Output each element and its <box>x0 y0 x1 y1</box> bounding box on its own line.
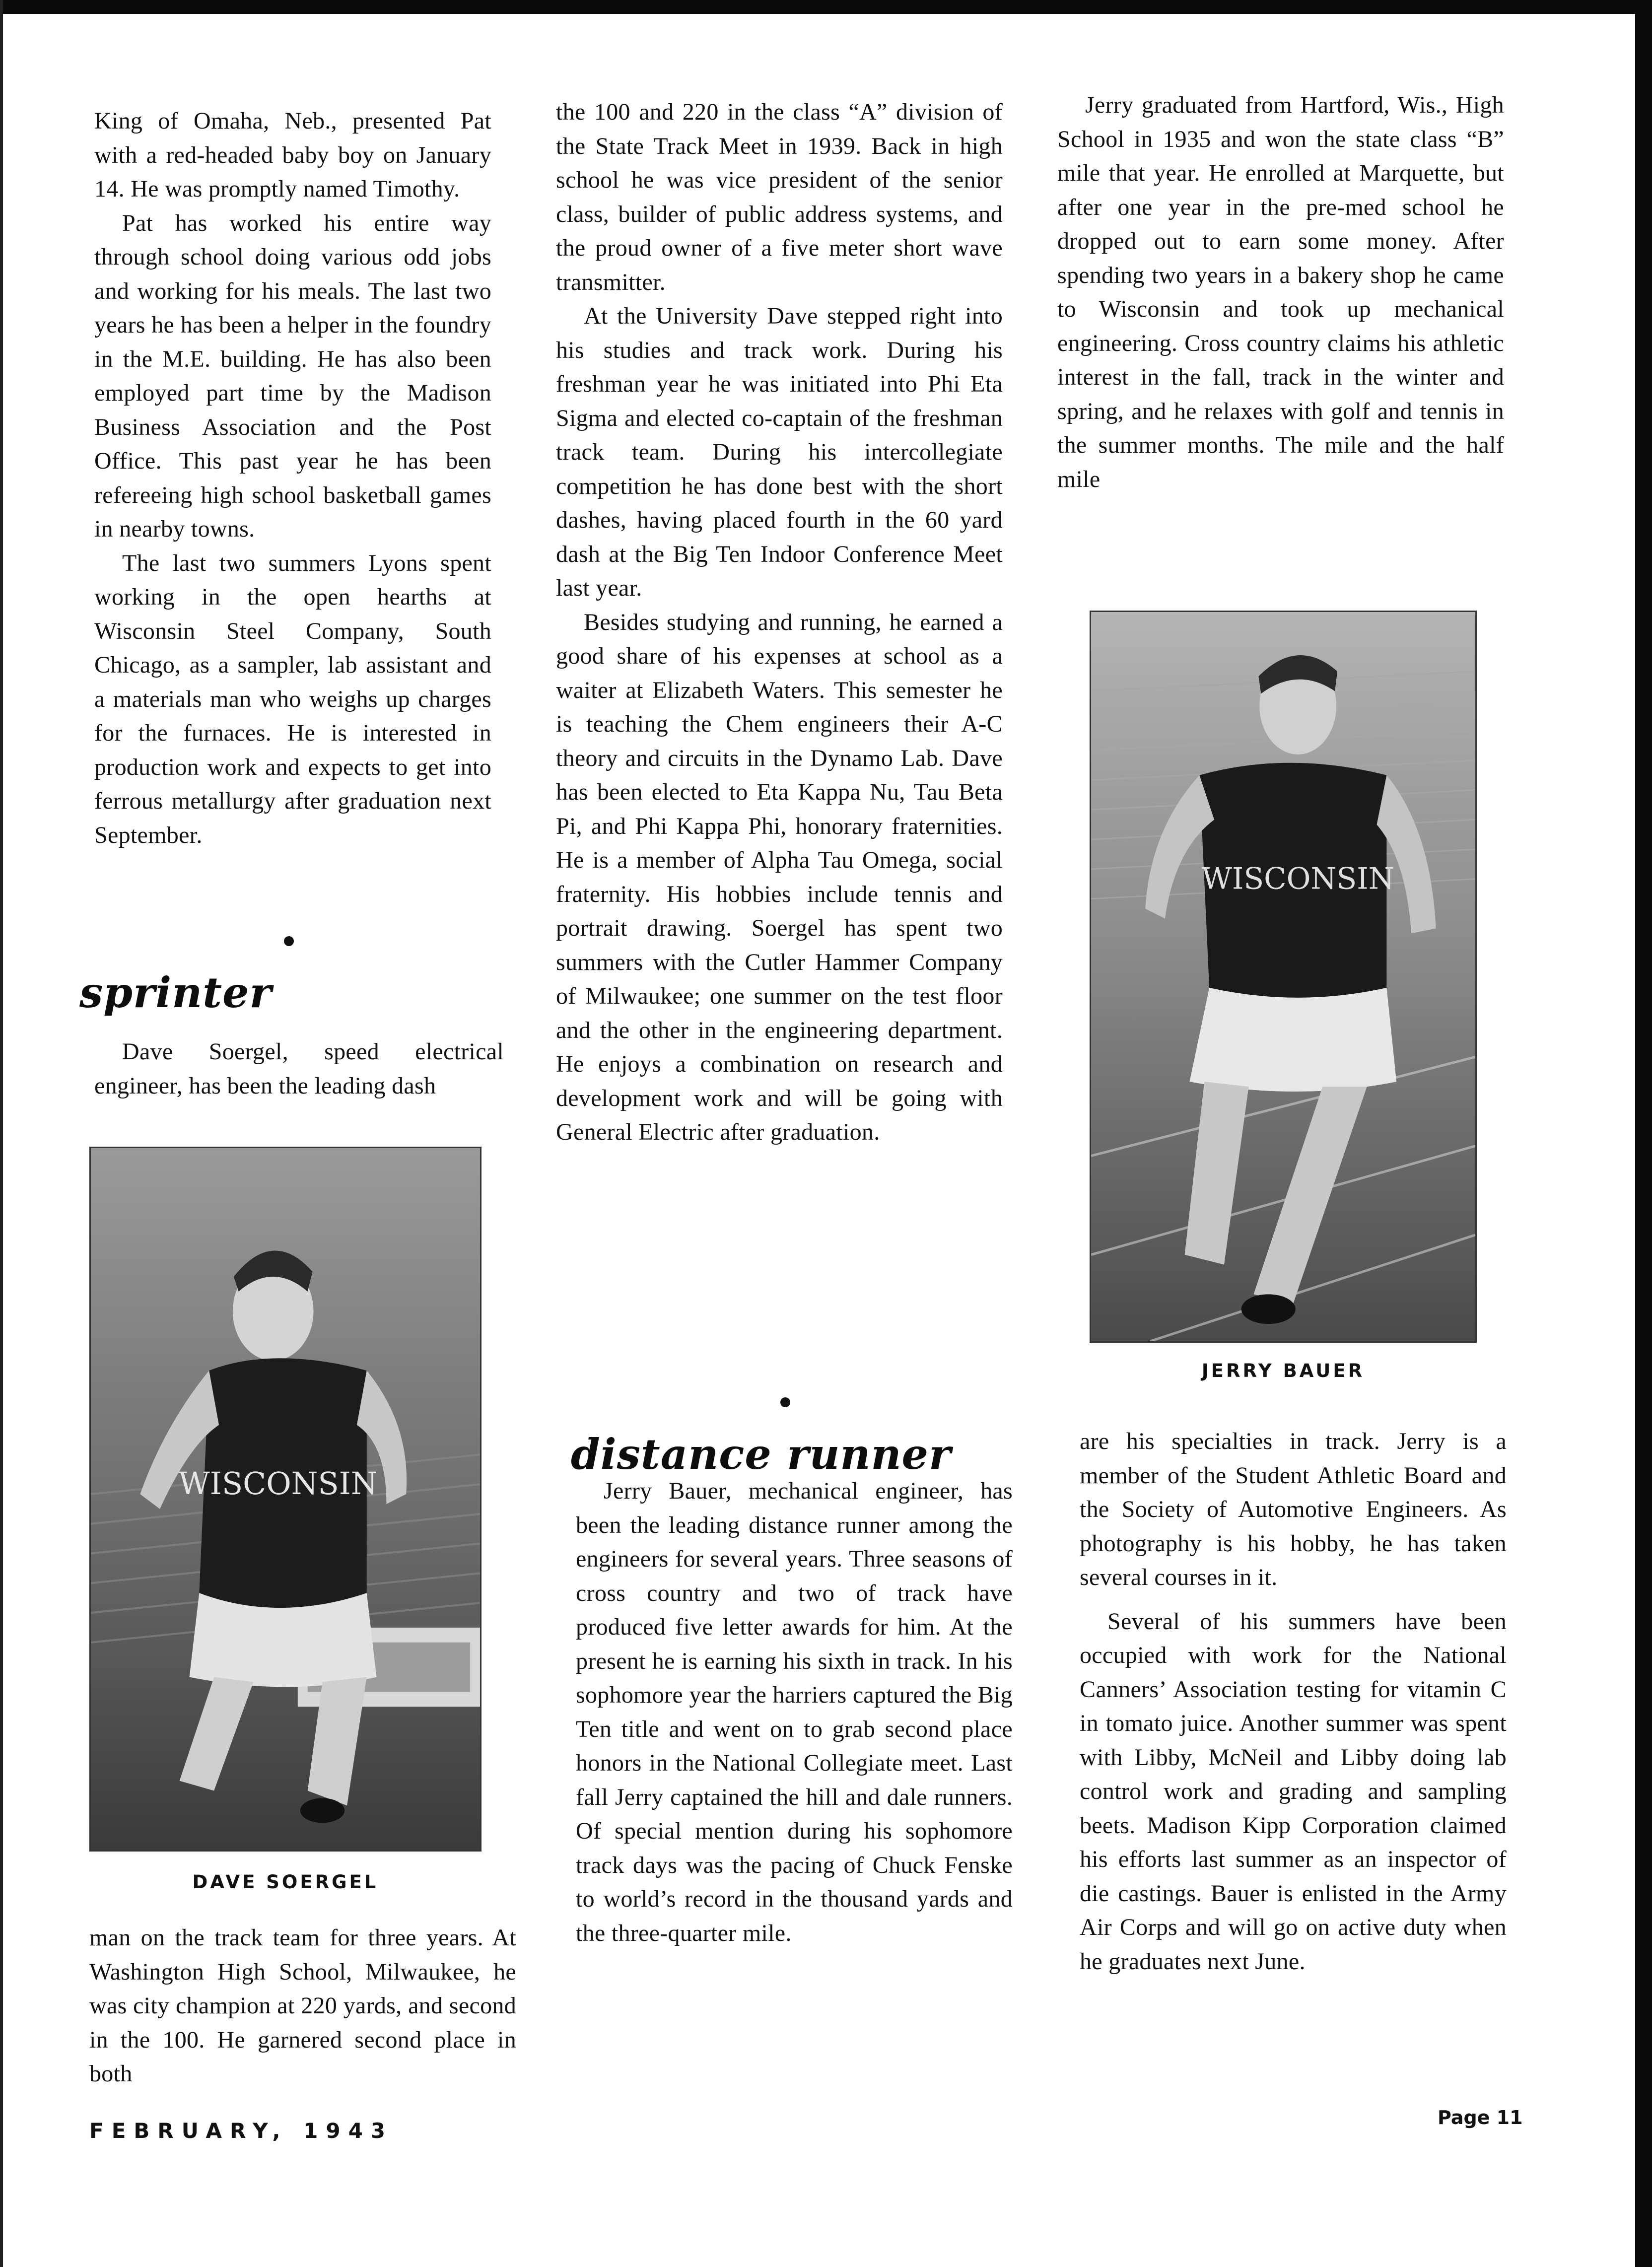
column-3-top <box>1057 88 1504 496</box>
column-2-top <box>556 95 1003 1150</box>
paragraph: Pat has worked his entire way through school doing various odd jobs and working for his meals. The last two years he has been a helper in the foundry in the M.E. building. He has also been employed part time by the Madison Business Association and the Post Office. This past year he has been refereeing high school basketball games in nearby towns. <box>94 209 491 542</box>
photo-dave-soergel <box>89 1147 482 1852</box>
scan-border-top <box>0 0 1652 14</box>
section-bullet <box>780 1397 790 1407</box>
scan-border-right <box>1635 0 1652 2267</box>
column-2-bottom <box>576 1474 1013 1950</box>
section-heading-distance-runner: distance runner <box>571 1430 952 1479</box>
paragraph: are his specialties in track. Jerry is a member of the Student Athletic Board and the Society of Automotive Engineers. As photography is his hobby, he has taken several courses in it. <box>1080 1428 1507 1590</box>
photo-caption: DAVE SOERGEL <box>192 1871 379 1893</box>
photo-caption: JERRY BAUER <box>1201 1360 1365 1381</box>
paragraph: The last two summers Lyons spent working in the open hearths at Wisconsin Steel Company, South Chicago, as a sampler, lab assistant and a materials man who weighs up charges for the furnaces. He is interested in production work and expects to get into ferrous metallurgy after graduation next September. <box>94 550 491 848</box>
paragraph: Jerry Bauer, mechanical engineer, has been the leading distance runner among the engineers for several years. Three seasons of cross country and two of track have produced five letter awards for him. At the present he is earning his sixth in track. In his sophomore year the harriers captured the Big Ten title and went on to grab second place honors in the National Collegiate meet. Last fall Jerry captained the hill and dale runners. Of special mention during his sophomore track days was the pacing of Chuck Fenske to world’s record in the thousand yards and the three-quarter mile. <box>576 1478 1013 1946</box>
page-number: Page 11 <box>1438 2107 1523 2129</box>
paragraph: Several of his summers have been occupied with work for the National Canners’ Association testing for vitamin C in tomato juice. Another summer was spent with Libby, McNeil and Libby doing lab control work and grading and sampling beets. Madison Kipp Corporation claimed his efforts last summer as an inspector of die castings. Bauer is enlisted in the Army Air Corps and will go on active duty when he graduates next June. <box>1080 1608 1507 1975</box>
column-1-top <box>94 104 491 852</box>
section-bullet <box>284 936 294 946</box>
paragraph: King of Omaha, Neb., presented Pat with a red-headed baby boy on January 14. He was promptly named Timothy. <box>94 108 491 202</box>
svg-text:WISCONSIN: WISCONSIN <box>1201 862 1394 896</box>
paragraph: Besides studying and running, he earned a good share of his expenses at school as a waiter at Elizabeth Waters. This semester he is teaching the Chem engineers their A-C theory and circuits in the Dynamo Lab. Dave has been elected to Eta Kappa Nu, Tau Beta Pi, and Phi Kappa Phi, honorary fraternities. He is a member of Alpha Tau Omega, social fraternity. His hobbies include tennis and portrait drawing. Soergel has spent two summers with the Cutler Hammer Company of Milwaukee; one summer on the test floor and the other in the engineering department. He enjoys a combination on research and development work and will be going with General Electric after graduation. <box>556 609 1003 1145</box>
paragraph: man on the track team for three years. At Washington High School, Milwaukee, he was city champion at 220 yards, and second in the 100. He garnered second place in both <box>89 1924 516 2087</box>
issue-date: FEBRUARY, 1943 <box>89 2119 394 2143</box>
scan-border-left <box>0 0 3 2267</box>
column-1-bottom <box>89 1921 516 2091</box>
column-1-intro <box>94 1035 504 1103</box>
svg-text:WISCONSIN: WISCONSIN <box>178 1465 378 1502</box>
paragraph: the 100 and 220 in the class “A” division of the State Track Meet in 1939. Back in high school he was vice president of the senior class, builder of public address systems, and the proud owner of a five meter short wave transmitter. <box>556 99 1003 295</box>
paragraph: Jerry graduated from Hartford, Wis., High School in 1935 and won the state class “B” mile that year. He enrolled at Marquette, but after one year in the pre-med school he dropped out to earn some money. After spending two years in a bakery shop he came to Wisconsin and took up mechanical engineering. Cross country claims his athletic interest in the fall, track in the winter and spring, and he relaxes with golf and tennis in the summer months. The mile and the half mile <box>1057 92 1504 492</box>
column-3-bottom <box>1080 1425 1507 1979</box>
photo-jerry-bauer <box>1090 611 1477 1343</box>
paragraph: Dave Soergel, speed electrical engineer, has been the leading dash <box>94 1038 504 1099</box>
section-heading-sprinter: sprinter <box>79 968 272 1017</box>
paragraph: At the University Dave stepped right into his studies and track work. During his freshman year he was initiated into Phi Eta Sigma and elected co-captain of the freshman track team. During his intercollegiate competition he has done best with the short dashes, having placed fourth in the 60 yard dash at the Big Ten Indoor Conference Meet last year. <box>556 303 1003 601</box>
